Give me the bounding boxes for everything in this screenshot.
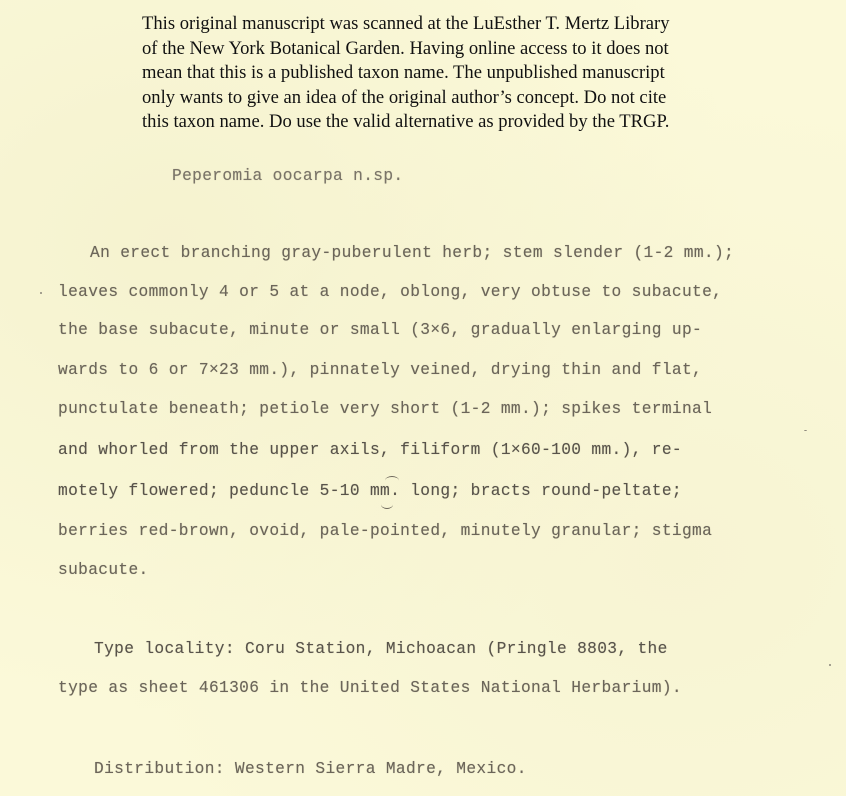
paper-speck (804, 430, 807, 431)
notice-line: This original manuscript was scanned at the LuEsther T. Mertz Library (142, 13, 670, 34)
distribution: Distribution: Western Sierra Madre, Mexico. (94, 760, 527, 778)
handwritten-correction-mark (385, 476, 399, 485)
description-line: An erect branching gray-puberulent herb; stem slender (1-2 mm.); (90, 244, 735, 262)
description-line: berries red-brown, ovoid, pale-pointed, minutely granular; stigma (58, 522, 713, 540)
handwritten-correction-mark (381, 500, 393, 509)
notice-line: this taxon name. Do use the valid alternative as provided by the TRGP. (142, 111, 670, 132)
paper-speck (829, 664, 831, 666)
library-notice (142, 12, 782, 135)
notice-line: only wants to give an idea of the original author’s concept. Do not cite (142, 86, 667, 108)
description-line: leaves commonly 4 or 5 at a node, oblong, very obtuse to subacute, (58, 283, 723, 301)
paper-speck (40, 292, 42, 294)
type-locality-line: Type locality: Coru Station, Michoacan (Pringle 8803, the (94, 640, 668, 658)
type-locality-line: type as sheet 461306 in the United States National Herbarium). (58, 679, 682, 697)
notice-line: mean that this is a published taxon name. The unpublished manuscript (142, 62, 665, 83)
description-line: motely flowered; peduncle 5-10 mm. long; bracts round-peltate; (58, 482, 682, 500)
notice-line: of the New York Botanical Garden. Having online access to it does not (142, 37, 669, 59)
description-line: wards to 6 or 7×23 mm.), pinnately veined, drying thin and flat, (58, 361, 703, 379)
description-line: and whorled from the upper axils, filiform (1×60-100 mm.), re- (58, 441, 682, 459)
species-title: Peperomia oocarpa n.sp. (172, 167, 404, 185)
description-line: subacute. (58, 561, 149, 579)
description-line: the base subacute, minute or small (3×6, gradually enlarging up- (58, 321, 703, 339)
description-line: punctulate beneath; petiole very short (1-2 mm.); spikes terminal (58, 400, 713, 418)
